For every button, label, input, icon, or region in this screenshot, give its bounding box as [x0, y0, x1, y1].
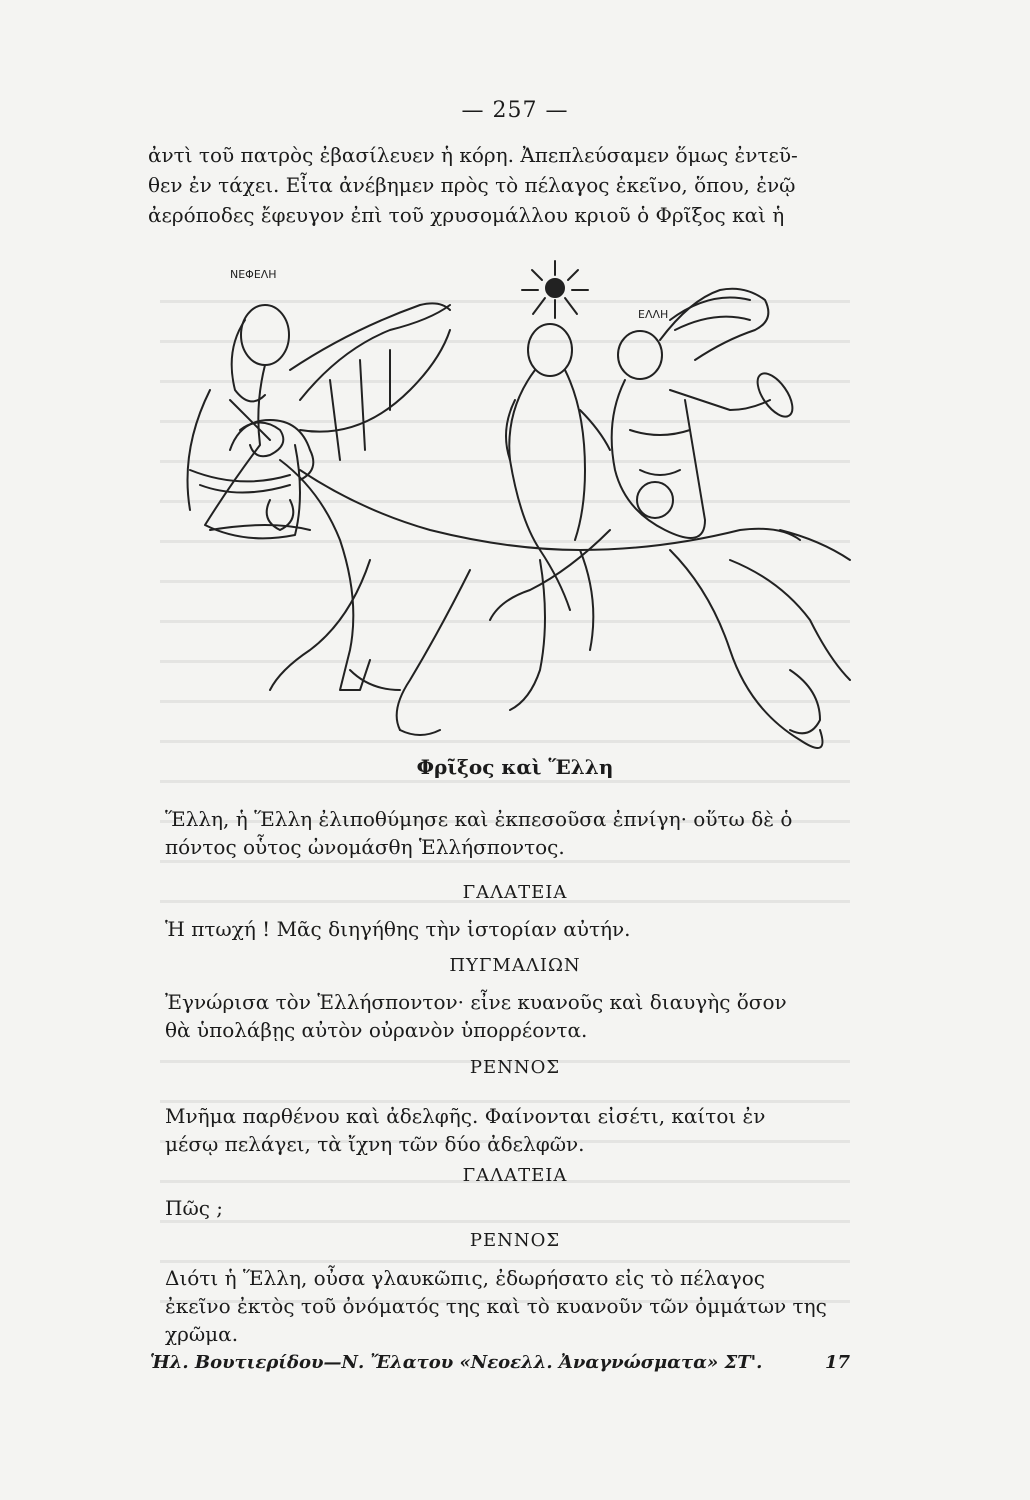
- text-line: πόντος οὗτος ὠνομάσθη Ἑλλήσποντος.: [165, 835, 565, 859]
- text-line: μέσῳ πελάγει, τὰ ἴχνη τῶν δύο ἀδελφῶν.: [165, 1132, 585, 1156]
- speaker-name: ΠΥΓΜΑΛΙΩΝ: [449, 955, 581, 976]
- sun-symbol: [522, 261, 588, 318]
- nephele-label: ΝΕΦΕΛΗ: [230, 268, 277, 281]
- text-line: ἐκεῖνο ἐκτὸς τοῦ ὀνόματός της καὶ τὸ κυανοῦν τῶν ὀμμάτων της: [165, 1294, 827, 1318]
- text-line: Πῶς ;: [165, 1196, 224, 1220]
- text-line: Μνῆμα παρθένου καὶ ἀδελφῆς. Φαίνονται εἰσέτι, καίτοι ἐν: [165, 1104, 766, 1128]
- text-line: Ἡ πτωχή ! Μᾶς διηγήθης τὴν ἱστορίαν αὐτήν.: [165, 917, 631, 941]
- text-line: Διότι ἡ Ἕλλη, οὖσα γλαυκῶπις, ἐδωρήσατο εἰς τὸ πέλαγος: [165, 1266, 765, 1290]
- text-line: ἀντὶ τοῦ πατρὸς ἐβασίλευεν ἡ κόρη. Ἀπεπλεύσαμεν ὅμως ἐντεῦ-: [148, 143, 798, 167]
- text-line: θεν ἐν τάχει. Εἶτα ἀνέβημεν πρὸς τὸ πέλαγος ἐκεῖνο, ὅπου, ἐνῷ: [148, 173, 796, 197]
- page-number: — 257 —: [461, 98, 569, 123]
- phrixos-helle-illustration: [170, 230, 870, 765]
- helle-label: ΕΛΛΗ: [638, 308, 669, 321]
- speaker-name: ΓΑΛΑΤΕΙΑ: [462, 882, 568, 903]
- text-line: θὰ ὑπολάβῃς αὐτὸν οὐρανὸν ὑπορρέοντα.: [165, 1018, 588, 1042]
- footer-signature: [150, 1352, 850, 1373]
- text-line: ἀερόποδες ἔφευγον ἐπὶ τοῦ χρυσομάλλου κριοῦ ὁ Φρῖξος καὶ ἡ: [148, 203, 785, 227]
- signature-number: 17: [824, 1352, 850, 1373]
- speaker-name: ΡΕΝΝΟΣ: [469, 1230, 561, 1251]
- text-line: χρῶμα.: [165, 1322, 239, 1346]
- intro-paragraph: [148, 140, 858, 230]
- speaker-name: ΡΕΝΝΟΣ: [469, 1057, 561, 1078]
- footer-source: Ἡλ. Βουτιερίδου—Ν. Ἔλατου «Νεοελλ. Ἀναγνώσματα» ΣΤ'.: [150, 1352, 763, 1373]
- phrixos-figure: [506, 324, 610, 710]
- illustration-caption: Φρῖξος καὶ Ἕλλη: [416, 755, 614, 779]
- text-line: Ἕλλη, ἡ Ἕλλη ἐλιποθύμησε καὶ ἐκπεσοῦσα ἐπνίγη· οὕτω δὲ ὁ: [165, 807, 793, 831]
- speaker-name: ΓΑΛΑΤΕΙΑ: [462, 1165, 568, 1186]
- nephele-figure: [188, 303, 451, 538]
- text-line: Ἐγνώρισα τὸν Ἑλλήσποντον· εἶνε κυανοῦς καὶ διαυγὴς ὅσον: [165, 990, 787, 1014]
